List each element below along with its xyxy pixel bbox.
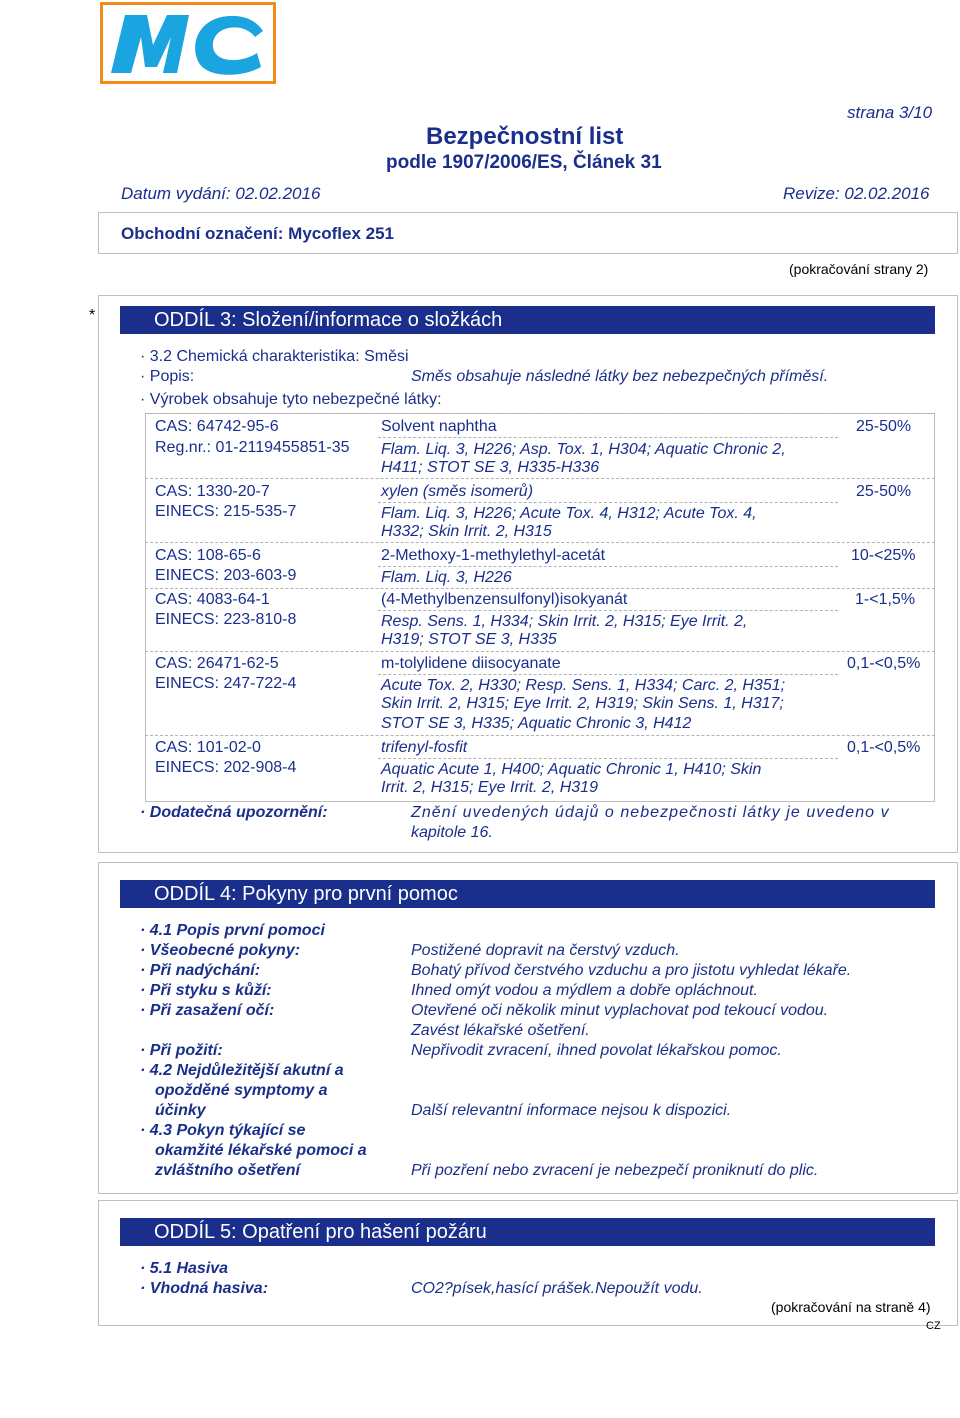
name-divider — [378, 502, 838, 503]
substance-class: Irrit. 2, H315; Eye Irrit. 2, H319 — [381, 779, 598, 796]
substance-percent: 0,1-<0,5% — [847, 655, 921, 672]
continued-to: (pokračování na straně 4) — [771, 1299, 931, 1315]
first-aid-value: Bohatý přívod čerstvého vzduchu a pro jistotu vyhledat lékaře. — [411, 962, 852, 979]
row-divider — [145, 588, 935, 589]
section3-title: ODDÍL 3: Složení/informace o složkách — [120, 306, 935, 334]
trade-name: Obchodní označení: Mycoflex 251 — [121, 224, 395, 243]
name-divider — [378, 566, 838, 567]
substance-percent: 10-<25% — [851, 547, 916, 564]
substance-name: trifenyl-fosfit — [381, 739, 468, 756]
first-aid-value: Ihned omýt vodou a mýdlem a dobře opláchnout. — [411, 982, 758, 999]
substance-class: H411; STOT SE 3, H335-H336 — [381, 459, 600, 476]
substance-percent: 25-50% — [856, 418, 912, 435]
substance-id1: CAS: 64742-95-6 — [155, 418, 279, 435]
section5-title: ODDÍL 5: Opatření pro hašení požáru — [120, 1218, 935, 1246]
substance-percent: 1-<1,5% — [855, 591, 916, 608]
symptoms-value: Další relevantní informace nejsou k dispozici. — [411, 1102, 732, 1119]
substance-percent: 25-50% — [856, 483, 912, 500]
change-marker: * — [89, 307, 96, 324]
substance-class: Skin Irrit. 2, H315; Eye Irrit. 2, H319; Skin Sens. 1, H317; — [381, 695, 784, 712]
substance-class: STOT SE 3, H335; Aquatic Chronic 3, H412 — [381, 715, 692, 732]
first-aid-label: · 4.1 Popis první pomoci — [140, 922, 325, 939]
first-aid-value: Zavést lékařské ošetření. — [411, 1022, 590, 1039]
substance-class: Flam. Liq. 3, H226 — [381, 569, 512, 586]
popis-label: · Popis: — [140, 368, 195, 385]
substance-class: H319; STOT SE 3, H335 — [381, 631, 557, 648]
name-divider — [378, 674, 838, 675]
document-title: Bezpečnostní list — [426, 123, 624, 150]
first-aid-label: · Všeobecné pokyny: — [140, 942, 301, 959]
additional-note-value: kapitole 16. — [411, 824, 493, 841]
issue-date: Datum vydání: 02.02.2016 — [121, 184, 321, 203]
row-divider — [145, 651, 935, 652]
name-divider — [378, 610, 838, 611]
substance-class: Resp. Sens. 1, H334; Skin Irrit. 2, H315; Eye Irrit. 2, — [381, 613, 748, 630]
row-divider — [145, 478, 935, 479]
substance-id1: CAS: 26471-62-5 — [155, 655, 279, 672]
first-aid-value: Postižené dopravit na čerstvý vzduch. — [411, 942, 680, 959]
first-aid-label: · Při zasažení očí: — [140, 1002, 275, 1019]
name-divider — [378, 437, 838, 438]
substance-id2: EINECS: 202-908-4 — [155, 759, 297, 776]
medical-attention-label: zvláštního ošetření — [155, 1162, 300, 1179]
first-aid-label: · Při požití: — [140, 1042, 223, 1059]
substance-id2: Reg.nr.: 01-2119455851-35 — [155, 439, 350, 456]
first-aid-value: Otevřené oči několik minut vyplachovat pod tekoucí vodou. — [411, 1002, 829, 1019]
substance-id1: CAS: 108-65-6 — [155, 547, 261, 564]
revision-date: Revize: 02.02.2016 — [783, 184, 930, 203]
substance-id1: CAS: 1330-20-7 — [155, 483, 270, 500]
language-code: CZ — [926, 1320, 941, 1332]
substance-name: (4-Methylbenzensulfonyl)isokyanát — [381, 591, 628, 608]
additional-note-label: · Dodatečná upozornění: — [140, 804, 328, 821]
substance-percent: 0,1-<0,5% — [847, 739, 921, 756]
continued-from: (pokračování strany 2) — [789, 261, 929, 277]
section4-title: ODDÍL 4: Pokyny pro první pomoc — [120, 880, 935, 908]
substance-id2: EINECS: 223-810-8 — [155, 611, 297, 628]
page-number: strana 3/10 — [847, 103, 933, 122]
substance-name: Solvent naphtha — [381, 418, 497, 435]
symptoms-label: účinky — [155, 1102, 206, 1119]
company-logo — [100, 2, 276, 84]
substance-class: Flam. Liq. 3, H226; Acute Tox. 4, H312; Acute Tox. 4, — [381, 505, 757, 522]
substance-id2: EINECS: 203-603-9 — [155, 567, 297, 584]
additional-note-value: Znění uvedených údajů o nebezpečnosti látky je uvedeno v — [411, 804, 890, 821]
document-subtitle: podle 1907/2006/ES, Článek 31 — [386, 152, 662, 173]
medical-attention-label: okamžité lékařské pomoci a — [155, 1142, 367, 1159]
substance-class: H332; Skin Irrit. 2, H315 — [381, 523, 552, 540]
medical-attention-value: Při pozření nebo zvracení je nebezpečí proniknutí do plic. — [411, 1162, 819, 1179]
substance-name: 2-Methoxy-1-methylethyl-acetát — [381, 547, 606, 564]
first-aid-label: · Při styku s kůží: — [140, 982, 272, 999]
substance-class: Acute Tox. 2, H330; Resp. Sens. 1, H334; Carc. 2, H351; — [381, 677, 786, 694]
row-divider — [145, 542, 935, 543]
substance-name: xylen (směs isomerů) — [381, 483, 534, 500]
table-top-divider — [145, 413, 935, 414]
symptoms-label: opožděné symptomy a — [155, 1082, 328, 1099]
substance-name: m-tolylidene diisocyanate — [381, 655, 561, 672]
row-divider — [145, 735, 935, 736]
mc-logo-graphic — [103, 5, 273, 81]
medical-attention-label: · 4.3 Pokyn týkající se — [140, 1122, 306, 1139]
chemical-characteristic: · 3.2 Chemická charakteristika: Směsi — [140, 348, 409, 365]
first-aid-label: · Při nadýchání: — [140, 962, 261, 979]
substance-id1: CAS: 101-02-0 — [155, 739, 261, 756]
symptoms-label: · 4.2 Nejdůležitější akutní a — [140, 1062, 344, 1079]
suitable-media-value: CO2?písek,hasící prášek.Nepoužít vodu. — [411, 1280, 703, 1297]
popis-value: Směs obsahuje následné látky bez nebezpečných příměsí. — [411, 368, 829, 385]
substance-class: Aquatic Acute 1, H400; Aquatic Chronic 1, H410; Skin — [381, 761, 762, 778]
hazard-substances-label: · Výrobek obsahuje tyto nebezpečné látky: — [140, 391, 442, 408]
substance-id2: EINECS: 247-722-4 — [155, 675, 297, 692]
substance-class: Flam. Liq. 3, H226; Asp. Tox. 1, H304; Aquatic Chronic 2, — [381, 441, 786, 458]
suitable-media-label: · Vhodná hasiva: — [140, 1280, 269, 1297]
extinguishing-label: · 5.1 Hasiva — [140, 1260, 229, 1277]
substance-id2: EINECS: 215-535-7 — [155, 503, 297, 520]
substance-id1: CAS: 4083-64-1 — [155, 591, 270, 608]
first-aid-value: Nepřivodit zvracení, ihned povolat lékařskou pomoc. — [411, 1042, 782, 1059]
name-divider — [378, 758, 838, 759]
